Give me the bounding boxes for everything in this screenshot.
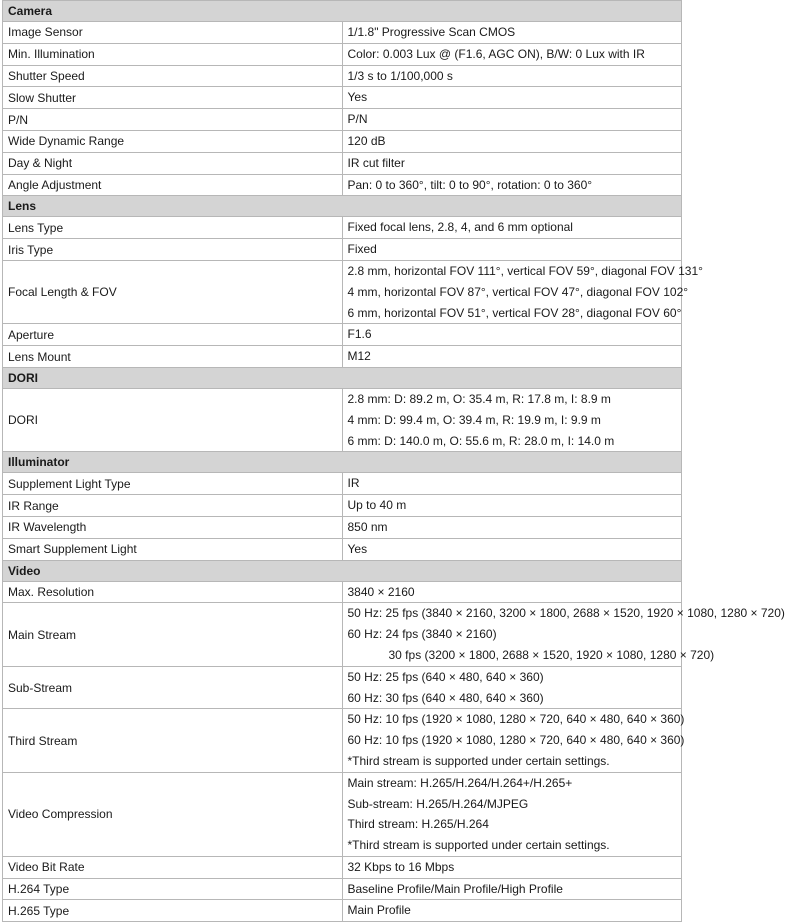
spec-value bbox=[342, 260, 703, 323]
spec-row-main-stream bbox=[3, 603, 682, 666]
spec-value-line: IR bbox=[347, 476, 360, 491]
spec-value bbox=[342, 538, 682, 560]
section-header-illuminator bbox=[3, 452, 682, 473]
spec-row-angle-adjustment bbox=[3, 174, 682, 196]
spec-label: Smart Supplement Light bbox=[3, 538, 343, 560]
spec-value-line: 850 nm bbox=[347, 519, 388, 534]
spec-value bbox=[342, 772, 682, 856]
spec-value-line: Yes bbox=[347, 90, 368, 105]
spec-label: Main Stream bbox=[3, 603, 343, 666]
spec-value-line: Pan: 0 to 360°, tilt: 0 to 90°, rotation: 0 to 360° bbox=[347, 177, 593, 192]
spec-value bbox=[342, 603, 785, 666]
spec-value-line: 32 Kbps to 16 Mbps bbox=[347, 859, 455, 874]
spec-label: Shutter Speed bbox=[3, 65, 343, 87]
spec-value-line: 2.8 mm: D: 89.2 m, O: 35.4 m, R: 17.8 m, I: 8.9 m bbox=[347, 391, 611, 406]
section-title: Illuminator bbox=[3, 452, 682, 473]
spec-value bbox=[342, 43, 682, 65]
spec-value-line: Third stream: H.265/H.264 bbox=[347, 817, 489, 832]
spec-value bbox=[342, 152, 682, 174]
spec-row-third-stream bbox=[3, 709, 682, 772]
spec-value bbox=[342, 217, 682, 239]
section-title: Video bbox=[3, 560, 682, 581]
spec-row-focal-length-fov bbox=[3, 260, 682, 323]
spec-label: Min. Illumination bbox=[3, 43, 343, 65]
spec-label: Angle Adjustment bbox=[3, 174, 343, 196]
spec-row-lens-type bbox=[3, 217, 682, 239]
spec-row-ir-wavelength bbox=[3, 516, 682, 538]
section-title: Camera bbox=[3, 1, 682, 22]
spec-row-iris-type bbox=[3, 239, 682, 261]
section-header-video bbox=[3, 560, 682, 581]
spec-row-sub-stream bbox=[3, 666, 682, 709]
spec-row-video-compression bbox=[3, 772, 682, 856]
spec-value-line: 120 dB bbox=[347, 133, 386, 148]
spec-value-line: 50 Hz: 10 fps (1920 × 1080, 1280 × 720, 640 × 480, 640 × 360) bbox=[347, 712, 685, 727]
spec-value bbox=[342, 495, 682, 517]
spec-value bbox=[342, 22, 682, 44]
spec-value-line: IR cut filter bbox=[347, 155, 405, 170]
spec-value bbox=[342, 666, 682, 709]
spec-value bbox=[342, 516, 682, 538]
spec-value bbox=[342, 239, 682, 261]
spec-value-line: Fixed bbox=[347, 242, 377, 257]
spec-value-line: Color: 0.003 Lux @ (F1.6, AGC ON), B/W: 0 Lux with IR bbox=[347, 46, 645, 61]
spec-value-line: Up to 40 m bbox=[347, 498, 407, 513]
spec-label: DORI bbox=[3, 388, 343, 451]
spec-value bbox=[342, 388, 682, 451]
spec-row-slow-shutter bbox=[3, 87, 682, 109]
spec-row-min-illumination bbox=[3, 43, 682, 65]
spec-row-p-n bbox=[3, 109, 682, 131]
spec-label: Third Stream bbox=[3, 709, 343, 772]
spec-row-shutter-speed bbox=[3, 65, 682, 87]
spec-value-line: 4 mm, horizontal FOV 87°, vertical FOV 47°, diagonal FOV 102° bbox=[347, 284, 689, 299]
spec-value-line: 60 Hz: 24 fps (3840 × 2160) bbox=[347, 627, 497, 642]
spec-value bbox=[342, 581, 682, 603]
spec-row-smart-supplement-light bbox=[3, 538, 682, 560]
spec-value bbox=[342, 473, 682, 495]
spec-value-line: M12 bbox=[347, 349, 371, 364]
spec-value-line: 6 mm, horizontal FOV 51°, vertical FOV 28°, diagonal FOV 60° bbox=[347, 305, 682, 320]
spec-label: Video Bit Rate bbox=[3, 856, 343, 878]
spec-value bbox=[342, 878, 682, 900]
spec-value-line: 50 Hz: 25 fps (640 × 480, 640 × 360) bbox=[347, 669, 544, 684]
spec-row-day-night bbox=[3, 152, 682, 174]
spec-value-line: Main stream: H.265/H.264/H.264+/H.265+ bbox=[347, 775, 573, 790]
spec-label: Slow Shutter bbox=[3, 87, 343, 109]
spec-value bbox=[342, 346, 682, 368]
spec-label: H.265 Type bbox=[3, 900, 343, 922]
spec-value-line: 6 mm: D: 140.0 m, O: 55.6 m, R: 28.0 m, I: 14.0 m bbox=[347, 433, 615, 448]
spec-value bbox=[342, 87, 682, 109]
spec-value-line: 60 Hz: 30 fps (640 × 480, 640 × 360) bbox=[347, 690, 544, 705]
spec-value-line: Fixed focal lens, 2.8, 4, and 6 mm optional bbox=[347, 220, 573, 235]
spec-value bbox=[342, 65, 682, 87]
spec-value-line: F1.6 bbox=[347, 327, 372, 342]
spec-label: Day & Night bbox=[3, 152, 343, 174]
spec-value-line: 30 fps (3200 × 1800, 2688 × 1520, 1920 × 1080, 1280 × 720) bbox=[388, 647, 715, 662]
section-header-camera bbox=[3, 1, 682, 22]
spec-value-line: 50 Hz: 25 fps (3840 × 2160, 3200 × 1800, 2688 × 1520, 1920 × 1080, 1280 × 720) bbox=[347, 606, 785, 621]
spec-label: Supplement Light Type bbox=[3, 473, 343, 495]
spec-value-line: 2.8 mm, horizontal FOV 111°, vertical FOV 59°, diagonal FOV 131° bbox=[347, 263, 703, 278]
section-header-lens bbox=[3, 196, 682, 217]
spec-table bbox=[2, 0, 785, 922]
spec-label: Lens Mount bbox=[3, 346, 343, 368]
spec-table-body bbox=[3, 1, 785, 922]
spec-value-line: *Third stream is supported under certain settings. bbox=[347, 838, 610, 853]
spec-value-line: Baseline Profile/Main Profile/High Profile bbox=[347, 881, 563, 896]
spec-row-aperture bbox=[3, 324, 682, 346]
spec-value-line: *Third stream is supported under certain settings. bbox=[347, 753, 610, 768]
section-title: Lens bbox=[3, 196, 682, 217]
spec-row-image-sensor bbox=[3, 22, 682, 44]
spec-row-h-265-type bbox=[3, 900, 682, 922]
spec-value bbox=[342, 900, 682, 922]
spec-label: IR Range bbox=[3, 495, 343, 517]
spec-label: H.264 Type bbox=[3, 878, 343, 900]
spec-label: Aperture bbox=[3, 324, 343, 346]
spec-label: Video Compression bbox=[3, 772, 343, 856]
spec-row-ir-range bbox=[3, 495, 682, 517]
spec-label: Lens Type bbox=[3, 217, 343, 239]
spec-value bbox=[342, 109, 682, 131]
spec-row-dori bbox=[3, 388, 682, 451]
spec-label: Focal Length & FOV bbox=[3, 260, 343, 323]
spec-value-line: 4 mm: D: 99.4 m, O: 39.4 m, R: 19.9 m, I: 9.9 m bbox=[347, 412, 601, 427]
spec-label: Iris Type bbox=[3, 239, 343, 261]
spec-label: Wide Dynamic Range bbox=[3, 130, 343, 152]
spec-value-line: Main Profile bbox=[347, 903, 411, 918]
spec-label: Max. Resolution bbox=[3, 581, 343, 603]
section-header-dori bbox=[3, 367, 682, 388]
spec-row-video-bit-rate bbox=[3, 856, 682, 878]
spec-value-line: 60 Hz: 10 fps (1920 × 1080, 1280 × 720, 640 × 480, 640 × 360) bbox=[347, 733, 685, 748]
spec-value-line: 1/3 s to 1/100,000 s bbox=[347, 68, 453, 83]
spec-label: Sub-Stream bbox=[3, 666, 343, 709]
spec-value-line: Yes bbox=[347, 541, 368, 556]
spec-value bbox=[342, 709, 685, 772]
spec-value bbox=[342, 174, 682, 196]
spec-row-wide-dynamic-range bbox=[3, 130, 682, 152]
spec-row-supplement-light-type bbox=[3, 473, 682, 495]
spec-label: IR Wavelength bbox=[3, 516, 343, 538]
spec-label: Image Sensor bbox=[3, 22, 343, 44]
spec-value bbox=[342, 130, 682, 152]
spec-value-line: 3840 × 2160 bbox=[347, 584, 415, 599]
section-title: DORI bbox=[3, 367, 682, 388]
spec-value-line: P/N bbox=[347, 112, 368, 127]
spec-row-h-264-type bbox=[3, 878, 682, 900]
spec-row-lens-mount bbox=[3, 346, 682, 368]
spec-value bbox=[342, 324, 682, 346]
spec-row-max-resolution bbox=[3, 581, 682, 603]
spec-value bbox=[342, 856, 682, 878]
spec-value-line: 1/1.8" Progressive Scan CMOS bbox=[347, 25, 516, 39]
spec-value-line: Sub-stream: H.265/H.264/MJPEG bbox=[347, 796, 529, 811]
spec-label: P/N bbox=[3, 109, 343, 131]
